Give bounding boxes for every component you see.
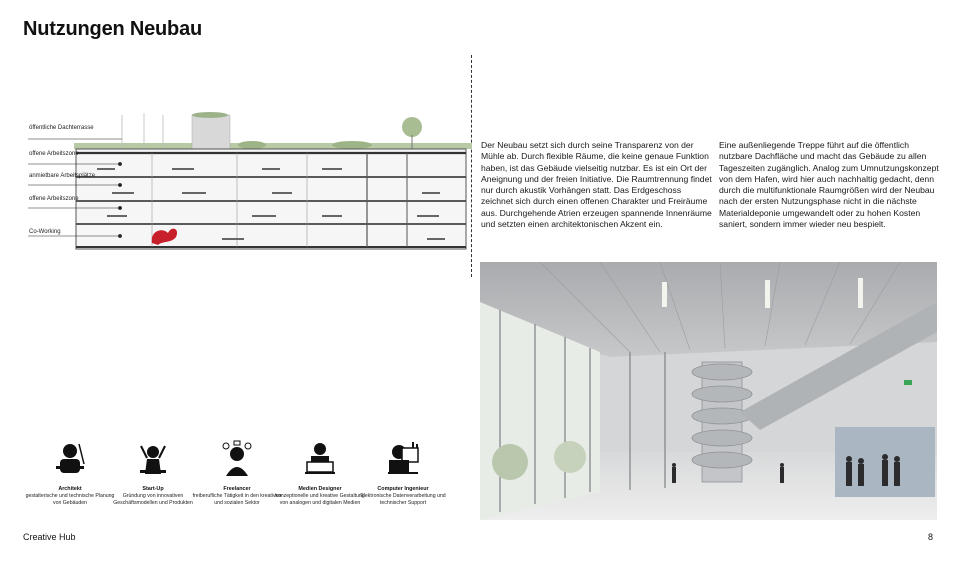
role-media-designer xyxy=(275,440,365,506)
roof-greenery xyxy=(74,112,472,149)
section-svg xyxy=(22,105,472,255)
building-floors xyxy=(76,149,466,249)
role-desc: konzeptionelle und kreative Gestaltung von analogen und digitalen Medien xyxy=(275,493,365,506)
user-roles xyxy=(25,440,450,530)
role-startup xyxy=(108,440,198,506)
role-desc: gestalterische und technische Planung von Gebäuden xyxy=(25,493,115,506)
role-name: Architekt xyxy=(58,486,82,492)
role-name: Start-Up xyxy=(142,486,164,492)
exit-sign xyxy=(904,380,912,385)
building-section-drawing xyxy=(22,105,472,255)
footer-title: Creative Hub xyxy=(23,532,76,542)
architect-icon xyxy=(53,440,87,476)
role-name: Computer Ingenieur xyxy=(377,486,429,492)
role-name: Freelancer xyxy=(223,486,251,492)
tree-middle xyxy=(554,441,586,473)
role-computer-engineer xyxy=(358,440,448,506)
freelancer-icon xyxy=(220,440,254,476)
label-dachterrasse: öffentliche Dachterrasse xyxy=(29,125,94,131)
interior-rendering xyxy=(480,262,937,520)
startup-icon xyxy=(136,440,170,476)
role-desc: Gründung von innovativen Geschäftsmodellen und Produkten xyxy=(113,493,193,506)
role-freelancer xyxy=(192,440,282,506)
computer-engineer-icon xyxy=(386,440,420,476)
text-column-left: Der Neubau setzt sich durch seine Transparenz von der Mühle ab. Durch flexible Räume, die keine genaue Funktion haben, ist das Gebäude vielseitig nutzbar. Es ist ein Ort der Aneignung und der freien Initiative. Die Raumtrennung findet nur durch akustik Vorhängen statt. Das Erdgeschoss zeichnet sich durch einen offenen Charakter und Freiräume aus. Durchgehende Atrien erzeugen spannende Innenräume und setzten einen architektonischen Akzent ein. xyxy=(481,140,712,230)
role-name: Medien Designer xyxy=(298,486,342,492)
role-desc: Elektronische Datenverarbeitung und technischer Support xyxy=(360,493,446,506)
page-number: 8 xyxy=(928,532,934,542)
tree-left xyxy=(492,444,528,480)
label-arbeitszone-2: offene Arbeitszone xyxy=(29,196,79,202)
role-desc: freiberufliche Tätigkeit in den kreativen und sozialen Sektor xyxy=(192,493,282,506)
label-arbeitszone-1: offene Arbeitszone xyxy=(29,151,79,157)
media-designer-icon xyxy=(303,440,337,476)
page-title: Nutzungen Neubau xyxy=(23,18,203,40)
label-coworking: Co-Working xyxy=(29,229,61,235)
role-architect xyxy=(25,440,115,506)
label-anmietbare: anmietbare Arbeitsplätze xyxy=(29,173,96,179)
interior-svg xyxy=(480,262,937,520)
text-column-right: Eine außenliegende Treppe führt auf die öffentlich nutzbare Dachfläche und macht das Gebäude zu allen Tageszeiten zugänglich. Analog zum Umnutzungskonzept von dem Hafen, wird hier auch nachhaltig gedacht, denn durch die multifunktionale Raumgrößen wird der Neubau nach der ersten Nutzungsphase nicht in die nächste Materialdeponie umgewandelt oder zu hohen Kosten saniert, sondern immer wieder neu bespielt. xyxy=(719,140,939,230)
